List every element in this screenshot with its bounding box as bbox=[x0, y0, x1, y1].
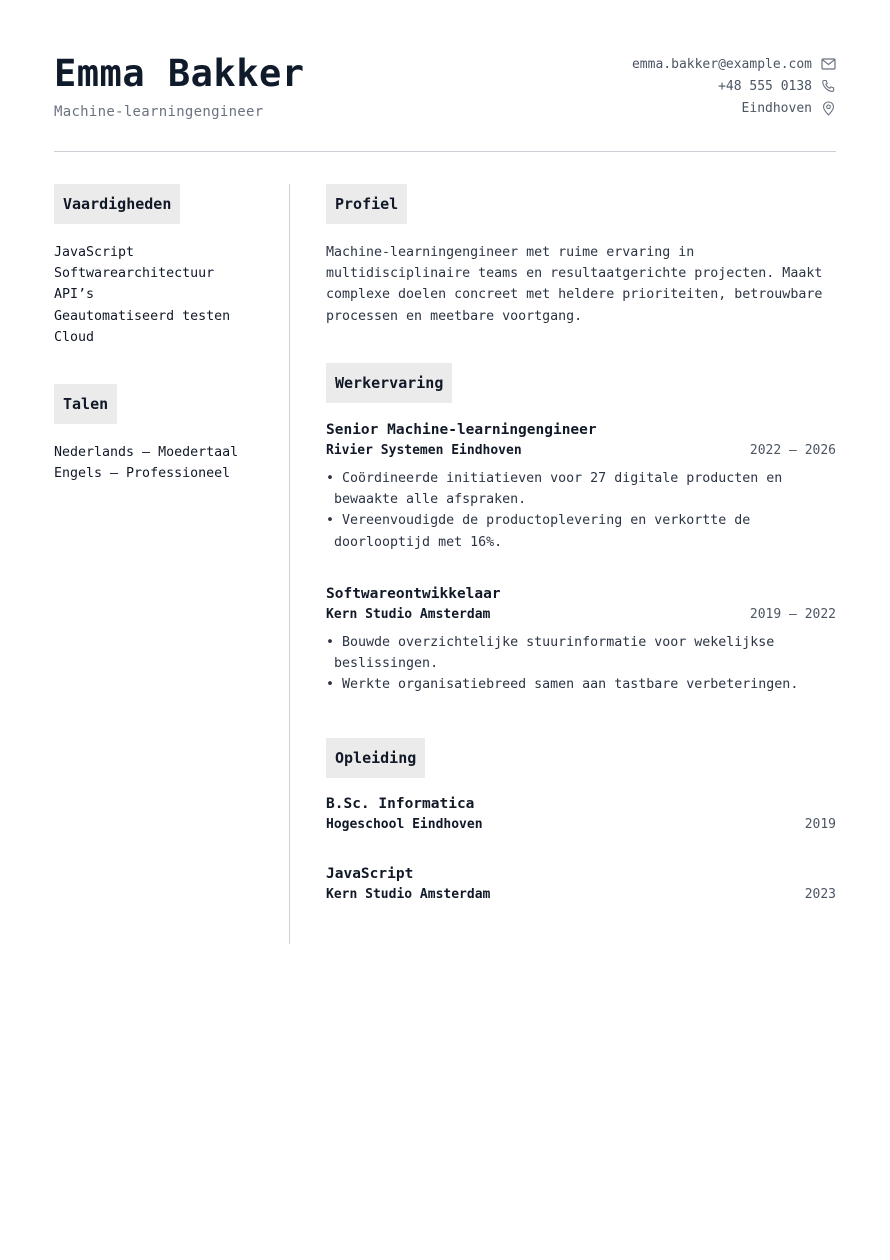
languages-heading: Talen bbox=[54, 384, 117, 424]
degree-title: B.Sc. Informatica bbox=[326, 796, 475, 812]
job-meta bbox=[326, 607, 836, 622]
column-divider bbox=[289, 184, 290, 944]
education-meta bbox=[326, 817, 836, 832]
languages-list bbox=[54, 442, 238, 484]
job-meta bbox=[326, 443, 836, 458]
language-item: Engels — Professioneel bbox=[54, 466, 231, 482]
profile-section bbox=[326, 242, 836, 327]
education-institution: Hogeschool Eindhoven bbox=[326, 817, 483, 832]
job-bullet: • Bouwde overzichtelijke stuurinformatie voor wekelijkse beslissingen. bbox=[326, 635, 775, 672]
skill-item: Geautomatiseerd testen bbox=[54, 308, 231, 324]
education-entry bbox=[326, 796, 836, 832]
skills-heading: Vaardigheden bbox=[54, 184, 180, 224]
skills-list bbox=[54, 242, 230, 348]
job-company: Rivier Systemen Eindhoven bbox=[326, 443, 522, 458]
profile-text: Machine-learningengineer met ruime ervaring in multidisciplinaire teams en resultaatgerichte projecten. Maakt complexe doelen concreet met heldere prioriteiten, betrouwbare processen en meetbare voortgang. bbox=[326, 245, 823, 324]
job-title: Softwareontwikkelaar bbox=[326, 586, 501, 602]
skill-item: API’s bbox=[54, 287, 95, 303]
contact-block bbox=[632, 56, 836, 116]
candidate-role: Machine-learningengineer bbox=[54, 104, 264, 120]
job-bullets bbox=[326, 468, 836, 553]
contact-location bbox=[742, 100, 836, 116]
email-text: emma.bakker@example.com bbox=[631, 56, 812, 72]
job-entry bbox=[326, 422, 836, 553]
job-bullets bbox=[326, 632, 836, 696]
profile-heading: Profiel bbox=[326, 184, 407, 224]
job-dates: 2019 — 2022 bbox=[749, 607, 836, 622]
education-year: 2019 bbox=[804, 817, 836, 832]
contact-email bbox=[632, 56, 836, 72]
job-company: Kern Studio Amsterdam bbox=[326, 607, 491, 622]
language-item: Nederlands — Moedertaal bbox=[54, 445, 239, 460]
education-meta bbox=[326, 887, 836, 902]
job-bullet: • Werkte organisatiebreed samen aan tastbare verbeteringen. bbox=[326, 677, 799, 693]
job-dates: 2022 — 2026 bbox=[749, 443, 836, 458]
mail-icon bbox=[821, 58, 836, 70]
skill-item: Softwarearchitectuur bbox=[54, 266, 215, 282]
location-text: Eindhoven bbox=[741, 100, 812, 116]
education-entry bbox=[326, 866, 836, 902]
skill-item: Cloud bbox=[54, 329, 95, 345]
job-bullet: • Vereenvoudigde de productoplevering en verkortte de doorlooptijd met 16%. bbox=[326, 513, 751, 550]
education-year: 2023 bbox=[804, 887, 836, 902]
education-heading: Opleiding bbox=[326, 738, 425, 778]
phone-text: +48 555 0138 bbox=[718, 78, 812, 94]
skill-item: JavaScript bbox=[54, 245, 135, 260]
job-entry bbox=[326, 586, 836, 696]
education-institution: Kern Studio Amsterdam bbox=[326, 887, 491, 902]
candidate-name: Emma Bakker bbox=[54, 52, 305, 95]
job-bullet: • Coördineerde initiatieven voor 27 digitale producten en bewaakte alle afspraken. bbox=[326, 471, 783, 508]
job-title: Senior Machine-learningengineer bbox=[326, 422, 597, 438]
degree-title: JavaScript bbox=[326, 866, 414, 882]
map-pin-icon bbox=[821, 101, 836, 116]
contact-phone bbox=[718, 78, 836, 94]
phone-icon bbox=[821, 79, 836, 93]
experience-heading: Werkervaring bbox=[326, 363, 452, 403]
header-divider bbox=[54, 151, 836, 152]
